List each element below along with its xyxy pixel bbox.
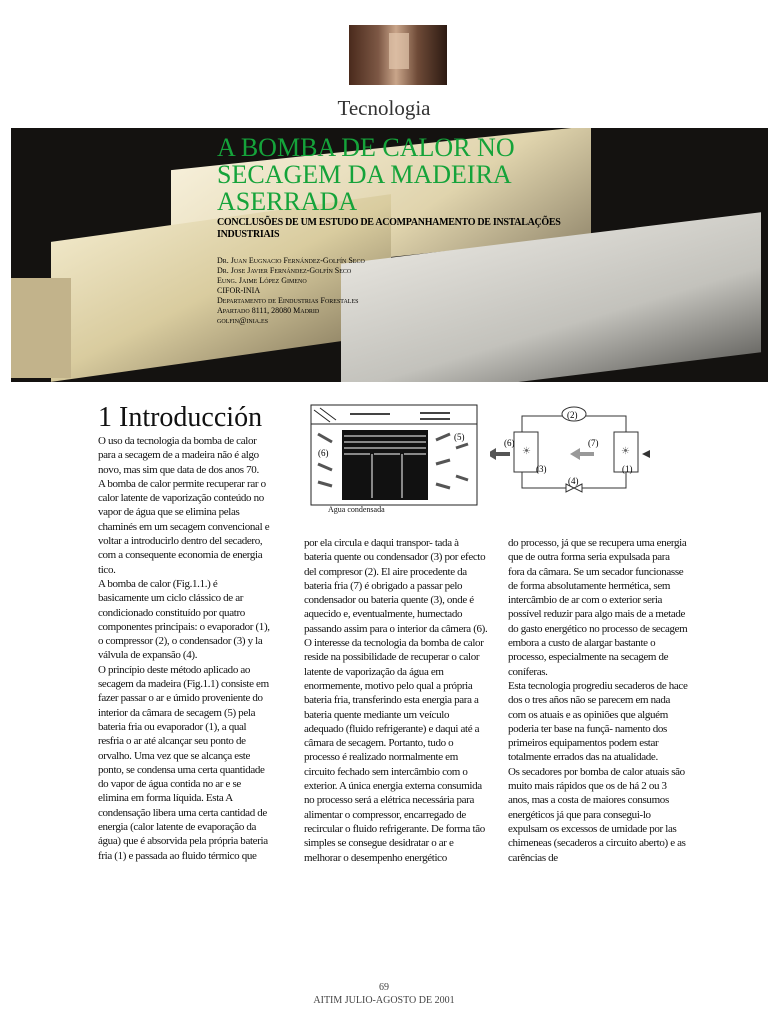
wood-plank [11, 278, 71, 378]
paragraph: A bomba de calor (Fig.1.1.) é basicamente um ciclo clássico de ar condicionado constituído por quatro componentes principais: o evaporador (1), o compressor (2), o condensador (3) y la válvula de expansão (4). [98, 577, 270, 662]
title-line: A BOMBA DE CALOR NO [217, 133, 515, 162]
article-title [217, 134, 577, 215]
paragraph: por ela circula e daqui transpor- tada à bateria quente ou condensador (3) por efecto del compresor (2). El aire procedente da bateria fria (7) é obrigado a passar pelo condensador ou bateria quente (3), onde é aquecido e, eventualmente, humectado passando assim para o interior da câmera (6). [304, 537, 488, 635]
text-column-2 [304, 536, 488, 865]
paragraph: A bomba de calor permite recuperar rar o calor latente de vaporização conteúdo no vapor de água que se elimina pelas chaminés em um secagem convencional e voltar a introducirlo dentro del secadero, com a consequente economia de energia tico. [98, 477, 270, 576]
author-photo [349, 25, 447, 85]
title-block [217, 134, 577, 326]
page-number: 69 [379, 982, 389, 993]
figure-label: (4) [568, 476, 579, 486]
sun-icon: ☀ [621, 446, 630, 457]
author-line: CIFOR-INIA [217, 286, 261, 295]
text-column-3 [508, 536, 688, 865]
title-line: ASERRADA [217, 187, 358, 216]
figure-label: (7) [588, 438, 599, 448]
figure-label: (5) [454, 432, 465, 442]
figure-label: (2) [567, 410, 578, 420]
article-subtitle: CONCLUSÕES DE UM ESTUDO DE ACOMPANHAMENTO DE INSTALAÇÕES INDUSTRIAIS [217, 217, 561, 240]
figure-label: (1) [622, 464, 633, 474]
issue-line: AITIM JULIO-AGOSTO DE 2001 [313, 995, 455, 1006]
title-line: SECAGEM DA MADEIRA [217, 160, 512, 189]
sun-icon: ☀ [522, 446, 531, 457]
author-line: Departamento de Eindustrias Forestales [217, 296, 359, 305]
paragraph: Esta tecnologia progrediu secaderos de hace dos o tres años não se parecem em nada com os atuais e as opiniões que alguém poderia ter base na funçã- namento dos primeiros equipamentos podem estar totalmente errados das na atualidade. [508, 679, 688, 764]
author-line: Dr. Jose Javier Fernández-Golfín Seco [217, 266, 352, 275]
figure-label: (6) [504, 438, 515, 448]
text-column-1 [98, 434, 270, 863]
paragraph: O interesse da tecnologia da bomba de calor reside na possibilidade de recuperar o calor latente de vaporização da água em enormemente, motivo pelo qual a própria bateria fria, transferindo esta energia para a bateria quente mediante um veículo adequado (fluido refrigerante) e daqui até a câmara de secagem. Portanto, tudo o processo é realizado normalmente em circuito fechado sem intercâmbio com o exterior. A única energia externa consumida no processo será a elétrica necessária para alimentar o compressor, encarregado de recircular o fluido refrigerante. De forma tão simples se consegue desidratar o ar e melhorar o desempenho energético [304, 637, 485, 864]
arrow-left-icon [642, 450, 650, 458]
paragraph: O uso da tecnologia da bomba de calor para a secagem de a madeira não é algo novo, mas sim que data de dos anos 70. [98, 435, 259, 476]
arrow-left-icon [570, 448, 594, 460]
paragraph: O princípio deste método aplicado ao secagem da madeira (Fig.1.1) consiste em fazer passar o ar e úmido proveniente do interior da câmara de secagem (5) pela bateria fria ou evaporador (1), a qual resfria o ar até alcançar seu ponto de orvalho. Uma vez que se alcança este ponto, se condensa uma certa quantidade do vapor de água contida no ar e se elimina em forma líquida. Esta A condensação libera uma certa cantidad de energia (calor latente de evaporação da água) que é absorvida pela própria bateria fria (1) e passada ao fluido térmico que [98, 663, 269, 862]
author-line: Eung. Jaime López Gimeno [217, 276, 307, 285]
author-email[interactable]: golfin@inia.es [217, 316, 269, 325]
author-line: Apartado 8111, 28080 Madrid [217, 306, 320, 315]
author-list [217, 256, 577, 326]
paragraph: Os secadores por bomba de calor atuais são muito mais rápidos que os de há 2 ou 3 anos, mas a costa de maiores consumos energéticos já que para consegui-lo expulsam os excessos de umidade por las chimeneas (secaderos a circuito aberto) e as carências de [508, 765, 686, 864]
paragraph: do processo, já que se recupera uma energia que de outra forma seria expulsada para fora da câmara. Se um secador funcionasse de forma absolutamente hermética, sem intercâmbio de ar com o exterior seria possível reduzir para algo mais de a metade do gasto energético no processo de secagem embora a custo de alargar bastante o processo, especialmente na secagem de coníferas. [508, 537, 688, 678]
figure-label: (6) [318, 448, 329, 458]
figure-caption: Agua condensada [328, 505, 385, 514]
section-label: Tecnologia [337, 96, 431, 120]
author-line: Dr. Juan Eugnacio Fernández-Golfín Seco [217, 256, 365, 265]
banner-image [11, 128, 768, 382]
figure-label: (3) [536, 464, 547, 474]
dryer-diagram [310, 404, 478, 506]
heat-pump-cycle-diagram [490, 404, 670, 504]
arrow-left-icon [490, 448, 510, 460]
section-heading: 1 Introducción [98, 402, 263, 433]
